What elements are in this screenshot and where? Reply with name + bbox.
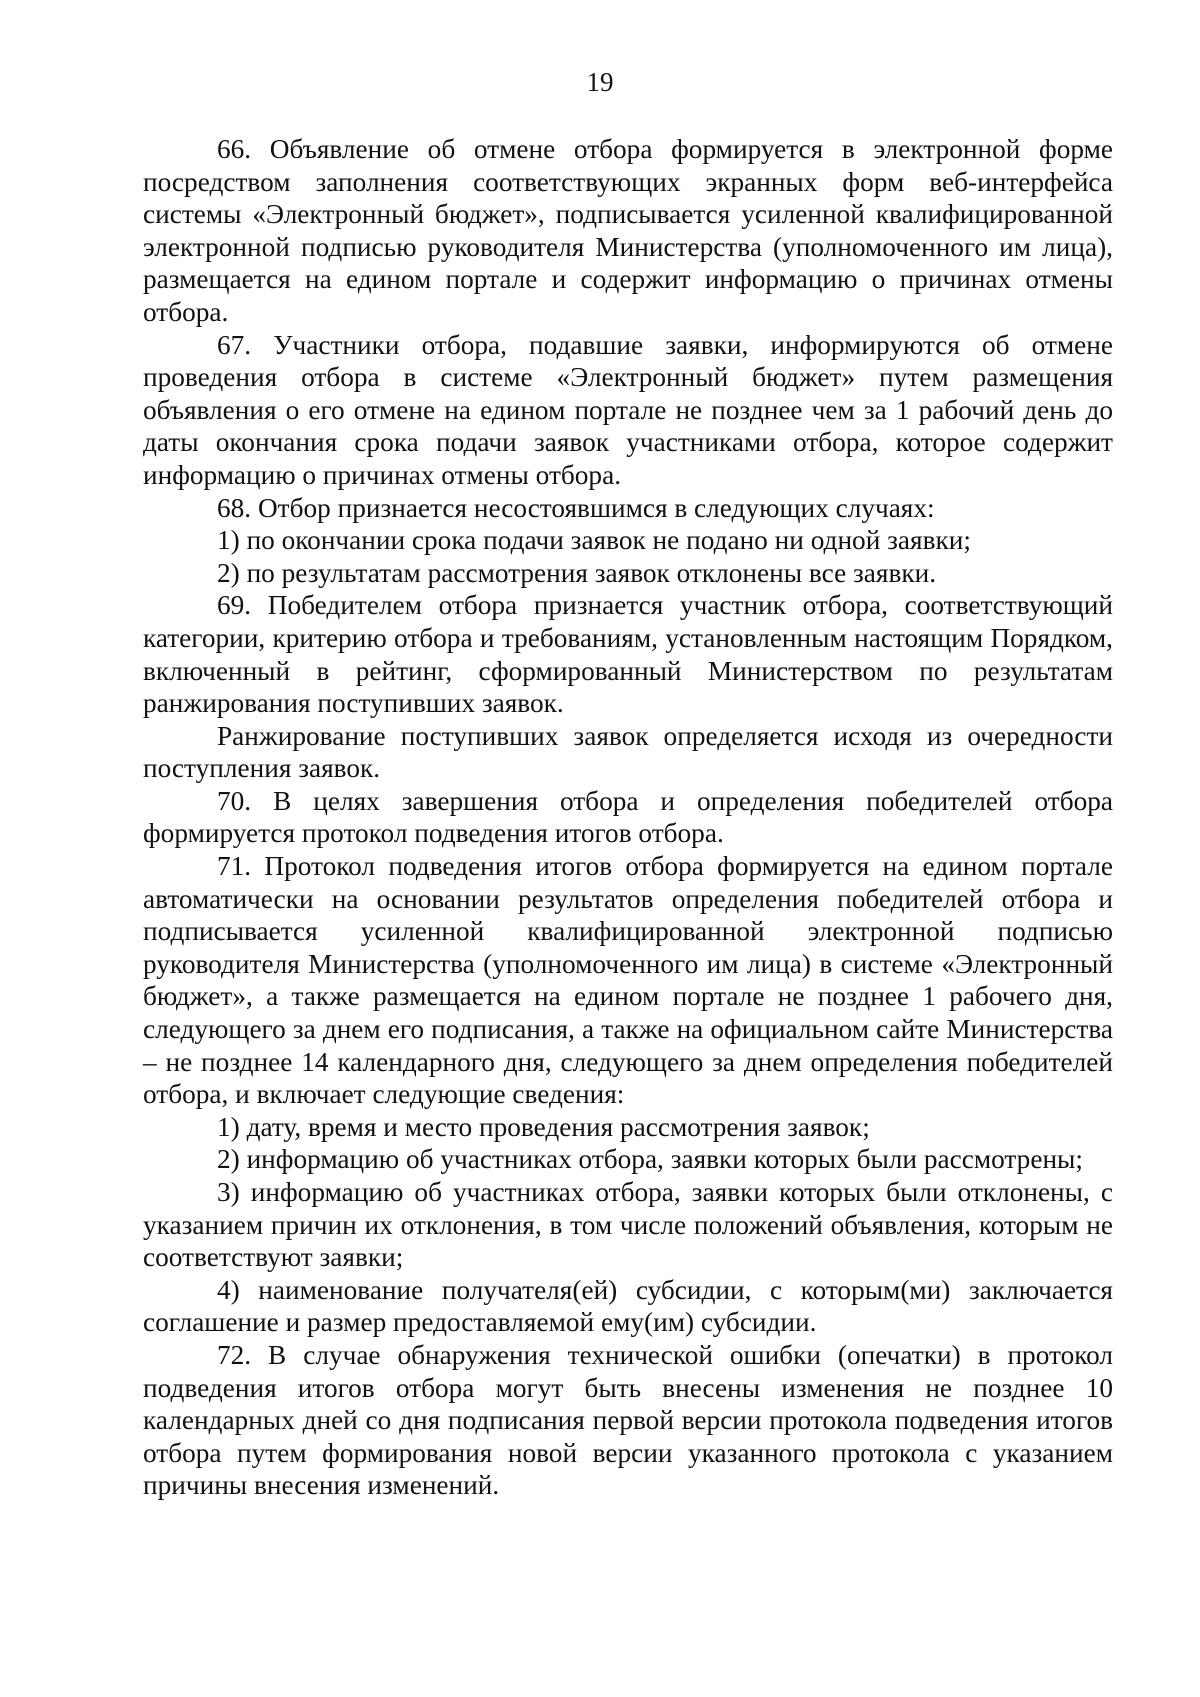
paragraph-71-item-1: 1) дату, время и место проведения рассмотрения заявок; bbox=[217, 1111, 870, 1142]
paragraph-71-item-3: 3) информацию об участниках отбора, заявки которых были отклонены, с указанием причин их отклонения, в том числе положений объявления, которым не соответствуют заявки; bbox=[143, 1177, 1113, 1273]
paragraph-71: 71. Протокол подведения итогов отбора формируется на едином портале автоматически на основании результатов определения победителей отбора и подписывается усиленной квалифицированной электронной подписью руководителя Министерства (уполномоченного им лица) в системе «Электронный бюджет», а также размещается на едином портале не позднее 1 рабочего дня, следующего за днем его подписания, а также на официальном сайте Министерства – не позднее 14 календарного дня, следующего за днем определения победителей отбора, и включает следующие сведения: bbox=[143, 851, 1113, 1110]
paragraph-68-item-2: 2) по результатам рассмотрения заявок отклонены все заявки. bbox=[217, 557, 937, 588]
paragraph-70: 70. В целях завершения отбора и определения победителей отбора формируется протокол подведения итогов отбора. bbox=[143, 785, 1113, 849]
paragraph-71-item-4: 4) наименование получателя(ей) субсидии, с которым(ми) заключается соглашение и размер предоставляемой ему(им) субсидии. bbox=[143, 1274, 1113, 1338]
paragraph-68: 68. Отбор признается несостоявшимся в следующих случаях: bbox=[217, 492, 935, 523]
paragraph-67: 67. Участники отбора, подавшие заявки, информируются об отмене проведения отбора в системе «Электронный бюджет» путем размещения объявления о его отмене на едином портале не позднее чем за 1 рабочий день до даты окончания срока подачи заявок участниками отбора, которое содержит информацию о причинах отмены отбора. bbox=[143, 329, 1113, 490]
paragraph-72: 72. В случае обнаружения технической ошибки (опечатки) в протокол подведения итогов отбора могут быть внесены изменения не позднее 10 календарных дней со дня подписания первой версии протокола подведения итогов отбора путем формирования новой версии указанного протокола с указанием причины внесения изменений. bbox=[143, 1339, 1113, 1501]
document-body bbox=[143, 133, 1113, 1502]
paragraph-66: 66. Объявление об отмене отбора формируется в электронной форме посредством заполнения соответствующих экранных форм веб-интерфейса системы «Электронный бюджет», подписывается усиленной квалифицированной электронной подписью руководителя Министерства (уполномоченного им лица), размещается на едином портале и содержит информацию о причинах отмены отбора. bbox=[143, 134, 1113, 327]
paragraph-69: 69. Победителем отбора признается участник отбора, соответствующий категории, критерию отбора и требованиям, установленным настоящим Порядком, включенный в рейтинг, сформированный Министерством по результатам ранжирования поступивших заявок. bbox=[143, 590, 1113, 719]
paragraph-68-item-1: 1) по окончании срока подачи заявок не подано ни одной заявки; bbox=[217, 525, 971, 556]
page-number: 19 bbox=[586, 67, 614, 97]
paragraph-71-item-2: 2) информацию об участниках отбора, заявки которых были рассмотрены; bbox=[217, 1144, 1083, 1175]
paragraph-69-ranking: Ранжирование поступивших заявок определяется исходя из очередности поступления заявок. bbox=[143, 720, 1113, 784]
